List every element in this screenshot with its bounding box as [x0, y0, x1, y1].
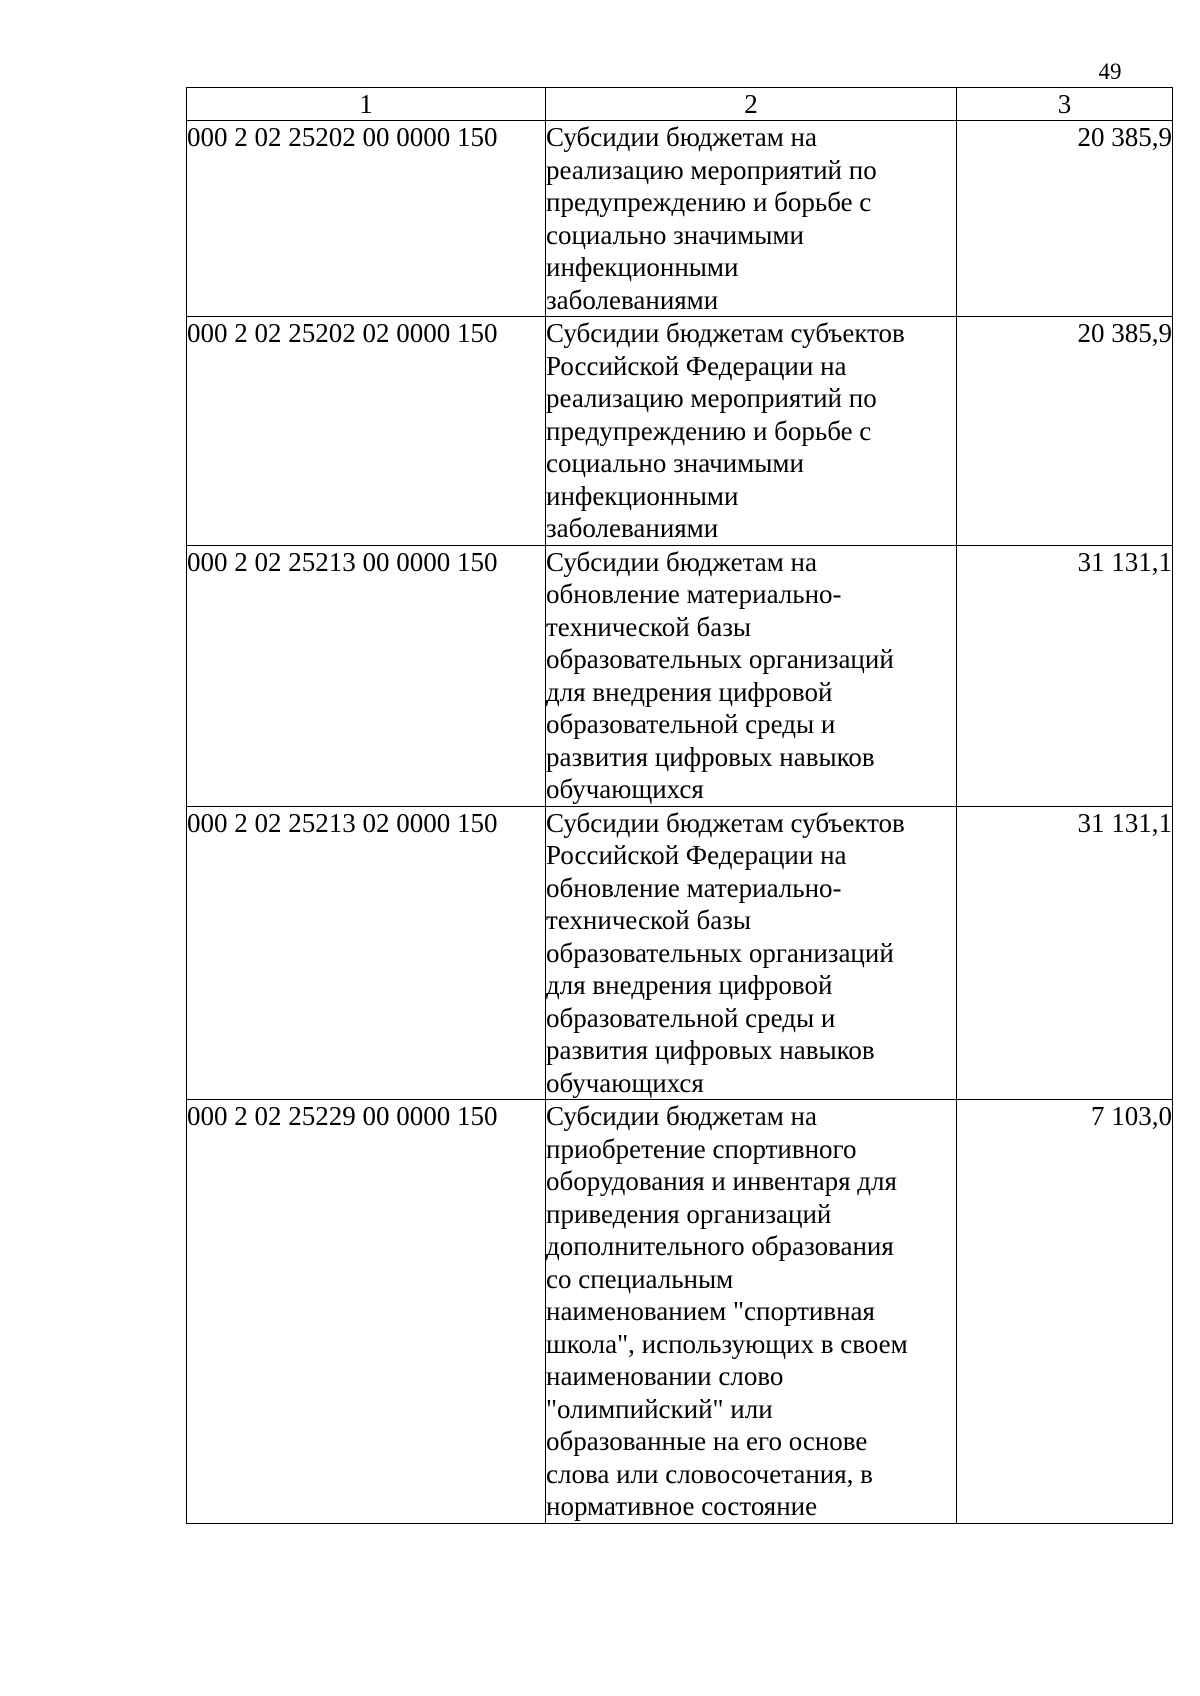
table-row	[187, 545, 1173, 806]
description-line: Российской Федерации на	[546, 350, 847, 381]
budget-code-cell: 000 2 02 25202 02 0000 150	[187, 317, 546, 546]
description-line: инфекционными	[546, 480, 739, 511]
description-line: приобретение спортивного	[546, 1133, 857, 1164]
description-line: заболеваниями	[546, 513, 719, 543]
amount-cell: 20 385,9	[957, 317, 1173, 546]
amount-cell: 31 131,1	[957, 806, 1173, 1100]
description-line: технической базы	[546, 611, 752, 642]
description-line: школа", использующих в своем	[546, 1328, 908, 1359]
description-line: Субсидии бюджетам субъектов	[546, 807, 905, 838]
description-line: наименовании слово	[546, 1361, 784, 1391]
description-line: развития цифровых навыков	[546, 741, 875, 772]
amount-cell: 31 131,1	[957, 545, 1173, 806]
description-line: социально значимыми	[546, 219, 804, 250]
page-number: 49	[1098, 59, 1122, 84]
description-line: слова или словосочетания, в	[546, 1458, 873, 1489]
description-line: Субсидии бюджетам на	[546, 1101, 817, 1131]
table-row	[187, 806, 1173, 1100]
description-line: образованные на его основе	[546, 1426, 868, 1456]
description-line: обновление материально-	[546, 579, 842, 609]
description-line: образовательной среды и	[546, 709, 836, 739]
description-line: обучающихся	[546, 774, 704, 804]
description-line: дополнительного образования	[546, 1231, 894, 1261]
description-line: технической базы	[546, 905, 752, 935]
description-line: развития цифровых навыков	[546, 1035, 875, 1065]
description-line: Субсидии бюджетам на	[546, 546, 817, 577]
description-line: образовательной среды и	[546, 1002, 836, 1033]
table-header-row	[187, 88, 1173, 121]
description-cell	[546, 806, 957, 1100]
description-line: нормативное состояние	[546, 1491, 818, 1521]
budget-code-cell: 000 2 02 25213 02 0000 150	[187, 806, 546, 1100]
description-line: реализацию мероприятий по	[546, 383, 877, 413]
amount-cell: 7 103,0	[957, 1100, 1173, 1524]
description-line: обучающихся	[546, 1067, 704, 1098]
description-line: заболеваниями	[546, 284, 719, 315]
budget-code-cell: 000 2 02 25202 00 0000 150	[187, 121, 546, 317]
description-line: со специальным	[546, 1263, 734, 1294]
description-line: Субсидии бюджетам на	[546, 122, 817, 152]
description-cell	[546, 317, 957, 546]
description-line: предупреждению и борьбе с	[546, 415, 872, 446]
description-line: образовательных организаций	[546, 937, 894, 968]
description-line: реализацию мероприятий по	[546, 154, 877, 185]
description-line: наименованием "спортивная	[546, 1296, 875, 1326]
description-cell	[546, 545, 957, 806]
budget-code-cell: 000 2 02 25213 00 0000 150	[187, 545, 546, 806]
column-header-amount: 3	[957, 88, 1173, 121]
description-cell	[546, 121, 957, 317]
description-line: инфекционными	[546, 252, 739, 282]
description-line: Субсидии бюджетам субъектов	[546, 318, 905, 348]
table-row	[187, 121, 1173, 317]
description-line: приведения организаций	[546, 1198, 832, 1229]
budget-code-cell: 000 2 02 25229 00 0000 150	[187, 1100, 546, 1524]
table-row	[187, 1100, 1173, 1524]
column-header-code: 1	[187, 88, 546, 121]
amount-cell: 20 385,9	[957, 121, 1173, 317]
description-line: социально значимыми	[546, 448, 804, 478]
table-row	[187, 317, 1173, 546]
description-line: "олимпийский" или	[546, 1393, 773, 1424]
description-line: обновление материально-	[546, 872, 842, 903]
description-line: оборудования и инвентаря для	[546, 1166, 897, 1196]
description-line: для внедрения цифровой	[546, 970, 833, 1000]
description-line: для внедрения цифровой	[546, 676, 833, 707]
description-cell	[546, 1100, 957, 1524]
column-header-description: 2	[546, 88, 957, 121]
description-line: Российской Федерации на	[546, 840, 847, 870]
description-line: предупреждению и борьбе с	[546, 187, 872, 217]
description-line: образовательных организаций	[546, 644, 894, 674]
budget-table	[186, 87, 1173, 1524]
